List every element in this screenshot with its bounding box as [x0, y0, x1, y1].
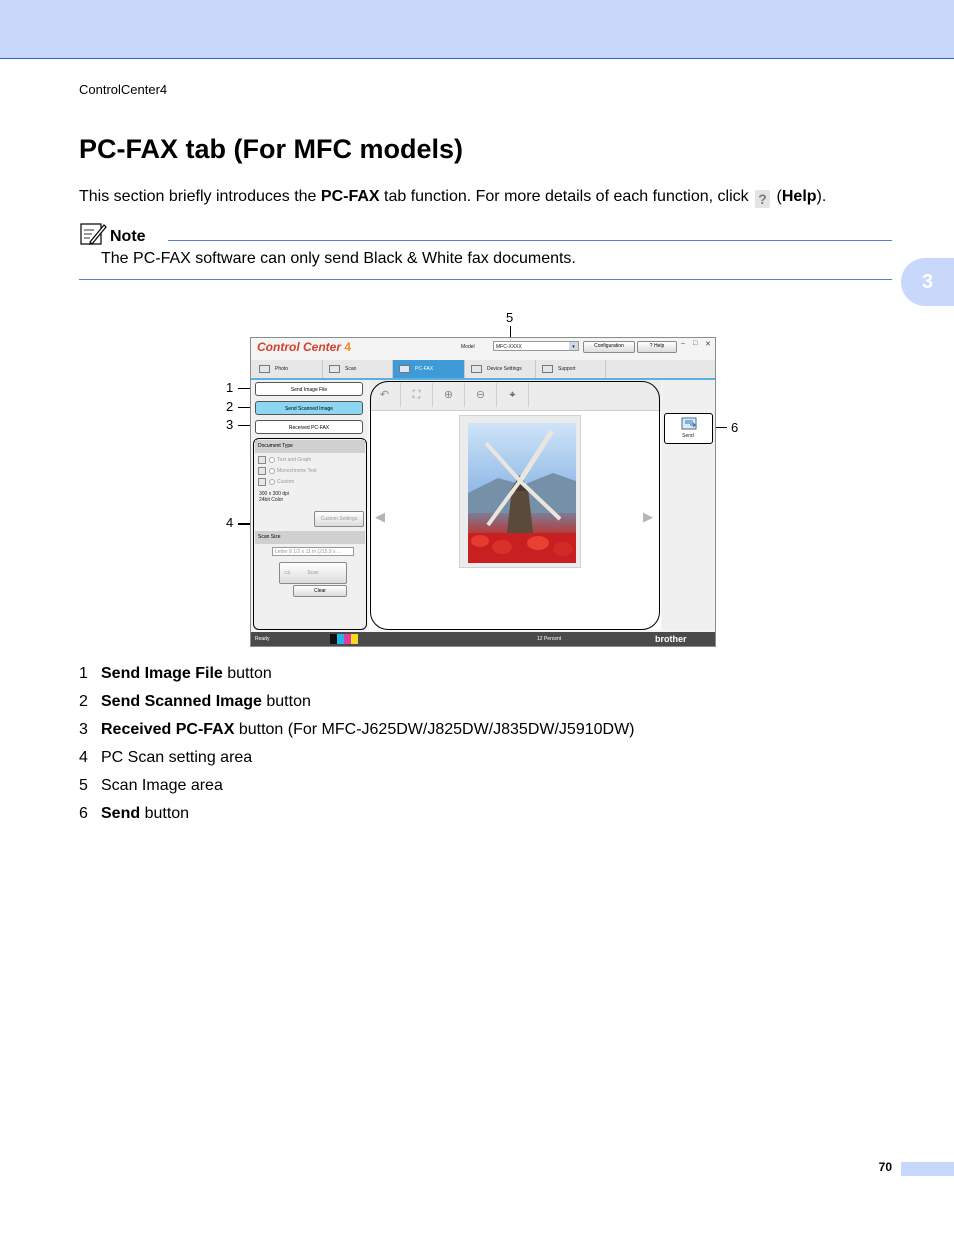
option-monochrome-text: Monochrome Text — [277, 468, 317, 474]
app-logo — [257, 340, 351, 354]
pc-scan-setting-area — [253, 438, 367, 630]
scan-size-select[interactable] — [272, 547, 354, 556]
status-ready: Ready — [255, 636, 270, 642]
intro-open: ( — [772, 188, 782, 205]
callout-6: 6 — [731, 420, 739, 435]
legend-item — [79, 805, 189, 823]
support-icon — [542, 365, 553, 373]
scanner-icon — [329, 365, 340, 373]
doc-type-icon — [258, 478, 266, 486]
tab-pc-fax[interactable] — [393, 360, 465, 378]
legend-text: button — [222, 665, 272, 682]
scan-image-area-outline — [370, 381, 660, 630]
scan-button[interactable] — [279, 562, 347, 584]
callout-2: 2 — [226, 399, 234, 414]
previous-arrow-icon[interactable]: ◀ — [375, 509, 385, 524]
callout-1: 1 — [226, 380, 234, 395]
left-panel — [253, 380, 367, 630]
model-label: Model — [461, 344, 475, 350]
legend-text: button — [140, 805, 190, 822]
legend-number: 5 — [79, 777, 88, 794]
ink-level-icon — [330, 634, 358, 644]
radio-monochrome-text[interactable] — [269, 468, 275, 474]
help-icon: ? — [755, 190, 770, 208]
radio-custom[interactable] — [269, 479, 275, 485]
note-top-rule — [168, 240, 892, 241]
send-fax-icon — [681, 417, 697, 430]
next-arrow-icon[interactable]: ▶ — [643, 509, 653, 524]
right-panel — [662, 380, 715, 630]
callout-3: 3 — [226, 417, 234, 432]
tab-device-settings[interactable] — [465, 360, 536, 378]
zoom-out-icon[interactable]: ⊖ — [465, 383, 497, 407]
note-pencil-icon — [80, 222, 107, 246]
legend-text: button (For MFC-J625DW/J825DW/J835DW/J5910DW) — [234, 721, 635, 738]
legend-number: 3 — [79, 721, 88, 738]
radio-text-and-graph[interactable] — [269, 457, 275, 463]
footer-band — [901, 1162, 954, 1176]
zoom-in-icon[interactable]: ⊕ — [433, 383, 465, 407]
brother-brand: brother — [655, 634, 687, 644]
page-number: 70 — [878, 1160, 892, 1174]
tab-bar — [251, 360, 715, 380]
legend-bold: Send Image File — [101, 665, 223, 682]
model-value: MFC-XXXX — [496, 344, 522, 350]
status-bar — [251, 632, 715, 646]
controlcenter4-window — [250, 337, 716, 647]
tab-support[interactable] — [536, 360, 606, 378]
legend-text: PC Scan setting area — [101, 749, 253, 766]
scan-arrow-icon: ⇨ — [284, 568, 291, 577]
tab-photo[interactable] — [253, 360, 323, 378]
doc-type-icon — [258, 456, 266, 464]
dropdown-chevron-icon: ▾ — [569, 342, 578, 350]
minimize-icon[interactable]: – — [681, 340, 685, 347]
scan-size-header: Scan Size — [255, 531, 365, 544]
note-label: Note — [110, 228, 146, 245]
clear-button[interactable]: Clear — [293, 585, 347, 597]
crop-icon[interactable]: ⌖ — [497, 383, 529, 407]
legend-text: button — [261, 693, 311, 710]
callout-4: 4 — [226, 515, 234, 530]
status-percent: 12 Percent — [537, 636, 562, 642]
intro-bold-pcfax: PC-FAX — [320, 188, 380, 205]
fit-to-window-icon[interactable]: ⛶ — [401, 383, 433, 407]
legend-number: 2 — [79, 693, 88, 710]
option-text-and-graph: Text and Graph — [277, 457, 312, 463]
callout-5: 5 — [506, 310, 514, 325]
legend-item — [79, 693, 311, 711]
tab-device-settings-label: Device Settings — [487, 366, 522, 372]
legend-text: Scan Image area — [101, 777, 223, 794]
close-icon[interactable]: ✕ — [705, 341, 711, 348]
running-header: ControlCenter4 — [79, 82, 168, 97]
maximize-icon[interactable]: □ — [693, 340, 698, 347]
intro-close: ). — [816, 188, 827, 205]
intro-paragraph — [79, 188, 826, 208]
page-title: PC-FAX tab (For MFC models) — [79, 134, 463, 164]
received-pc-fax-button[interactable]: Received PC-FAX — [255, 420, 363, 434]
app-logo-number: 4 — [344, 340, 352, 354]
custom-settings-button[interactable]: Custom Settings — [314, 511, 364, 527]
legend-number: 6 — [79, 805, 88, 822]
resolution-text: 300 x 300 dpi — [259, 491, 290, 497]
intro-bold-help: Help — [781, 188, 817, 205]
legend-item — [79, 777, 223, 795]
send-button-label: Send — [682, 433, 694, 439]
help-button-icon: ? — [649, 343, 653, 349]
tab-scan-label: Scan — [345, 366, 357, 372]
note-text: The PC-FAX software can only send Black & White fax documents. — [101, 250, 576, 267]
legend-number: 4 — [79, 749, 88, 766]
chapter-tab: 3 — [901, 258, 954, 306]
intro-text-1: This section briefly introduces the — [79, 188, 321, 205]
intro-text-2: tab function. For more details of each function, click — [379, 188, 754, 205]
legend-item — [79, 721, 635, 739]
tab-photo-label: Photo — [275, 366, 289, 372]
send-button[interactable] — [664, 413, 713, 444]
configuration-button[interactable]: Configuration — [583, 341, 635, 353]
tab-scan[interactable] — [323, 360, 393, 378]
legend-bold: Send Scanned Image — [101, 693, 262, 710]
fax-icon — [399, 365, 410, 373]
color-depth-text: 24bit Color — [259, 497, 284, 503]
tab-support-label: Support — [558, 366, 576, 372]
help-button-label: Help — [653, 343, 665, 349]
legend-item — [79, 749, 252, 767]
help-button[interactable] — [637, 341, 677, 353]
legend-number: 1 — [79, 665, 88, 682]
legend-item — [79, 665, 272, 683]
send-scanned-image-button[interactable]: Send Scanned Image — [255, 401, 363, 415]
photo-icon — [259, 365, 270, 373]
doc-type-icon — [258, 467, 266, 475]
rotate-icon[interactable]: ↶ — [369, 383, 401, 407]
device-settings-icon — [471, 365, 482, 373]
document-type-header: Document Type — [255, 440, 365, 453]
note-bottom-rule — [79, 279, 892, 280]
scan-image-area — [369, 380, 661, 630]
legend-bold: Send — [101, 805, 141, 822]
scan-button-label: Scan — [307, 570, 319, 576]
tab-pcfax-label: PC-FAX — [415, 366, 434, 372]
model-select[interactable] — [493, 341, 579, 351]
legend-bold: Received PC-FAX — [101, 721, 235, 738]
header-band — [0, 0, 954, 59]
scan-size-value: Letter 8 1/2 x 11 in (215.9 x ... — [275, 549, 342, 555]
app-logo-text: Control Center — [257, 340, 341, 354]
send-image-file-button[interactable]: Send Image File — [255, 382, 363, 396]
option-custom: Custom — [277, 479, 295, 485]
